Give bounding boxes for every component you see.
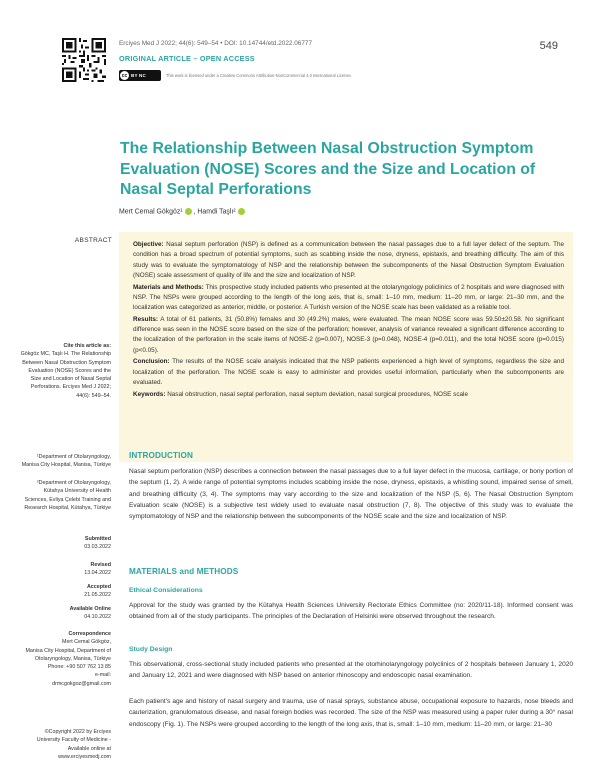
affiliation-1: ¹Department of Otolaryngology, Manisa City Hospital, Manisa, Türkiye [21,454,111,469]
methods-heading: MATERIALS and METHODS [129,567,239,576]
cite-label: Cite this article as: [63,343,111,349]
cc-badge-label: BY NC [131,73,146,78]
abstract-objective-label: Objective: [133,241,164,248]
correspondence-address: Manisa City Hospital, Department of Otolaryngology, Manisa, Türkiye [25,647,111,662]
author-list [119,208,247,215]
submitted-label: Submitted [84,536,111,542]
revised-label: Revised [90,562,111,568]
accepted-date: 21.05.2022 [84,592,111,599]
affiliation-2: ²Department of Otolaryngology, Kütahya University of Health Sciences, Evliya Çelebi Training and Research Hospital, Kütahya, Türkiye [24,480,111,511]
design-heading: Study Design [129,646,173,653]
author-name: Mert Cemal Gökgöz¹ [119,208,183,216]
page-number: 549 [539,40,558,52]
abstract-methods: Materials and Methods: This prospective study included patients who presented at the otolaryngology policlinics of 2 hospitals and were diagnosed with NSP. The NSPs were grouped according to the length of the long axis, that is, small: 1–10 mm, medium: 11–20 mm, or large: 21–30 mm, and the localization was categorized as anterior, middle, or posterior. A Turkish version of the NOSE scale has been validated as a reliable tool. [133,283,564,312]
copyright-block [20,728,111,761]
online-date: 04.10.2022 [84,614,111,621]
correspondence-label: Correspondence [68,631,111,637]
abstract-conclusion: Conclusion: The results of the NOSE scale analysis indicated that the NSP patients experienced a high level of symptoms, regardless the size and localization of the perforation. The NOSE scale is easy to administer and provides useful information, particularly when the subcomponents are evaluated. [133,358,564,387]
author-name: Hamdi Taşlı² [197,208,236,216]
accepted-label: Accepted [86,584,111,590]
online-label: Available Online [69,606,111,612]
article-title: The Relationship Between Nasal Obstruction Symptom Evaluation (NOSE) Scores and the Size and Location of Nasal Septal Perforations [120,140,536,198]
design-paragraph-1: This observational, cross-sectional study included patients who presented at the otorhinolaryngology polyclinics of 2 hospitals between January 1, 2020 and January 12, 2021 and were diagnosed with NSP based on anterior rhinoscopy and endoscopic nasal examination. [129,661,573,680]
online-block [20,605,111,622]
abstract-text [133,240,564,401]
abstract-label: ABSTRACT [74,237,112,244]
cite-block [20,342,111,400]
abstract-methods-label: Materials and Methods: [133,283,204,291]
accepted-block [20,583,111,600]
correspondence-email-label: e-mail: [94,672,111,679]
ethical-paragraph: Approval for the study was granted by the Kütahya Health Sciences University Rectorate Ethics Committee (no: 2020/11-18). Informed consent was obtained from all of the study participants. The principles of the Declaration of Helsinki were observed throughout the research. [129,602,573,621]
cc-icon: cc [121,72,128,79]
introduction-paragraph: Nasal septum perforation (NSP) describes a connection between the nasal passages due to a full layer defect in the mucosa, cartilage, or bony portion of the septum (1, 2). A wide range of potential symptoms includes scabbing inside the nose, dryness, epistaxis, a whistling sound, impaired sense of smell, and breathing difficulty (3, 4). The symptoms may vary according to the size and localization of the NSP (5, 6). The Nasal Obstruction Symptom Evaluation scale (NOSE) is a subjective test widely used to evaluate nasal obstruction (7, 8). The objective of this study was to evaluate the symptomatology of NSP and the relationship between the subcomponents of the NOSE scale and the size and localization of NSP. [129,468,573,520]
orcid-icon[interactable] [185,208,192,215]
orcid-icon[interactable] [238,208,245,215]
abstract-keywords-label: Keywords: [133,390,166,398]
design-paragraph-2: Each patient's age and history of nasal surgery and trauma, use of nasal sprays, substance abuse, occupational exposure to hazards, nose bleeds and cauterization, granulomatous disease, and nasal foreign bodies was recorded. The size of the NSP was measured using a paper ruler during a 30° nasal endoscopy (Fig. 1). The NSPs were grouped according to the length of the long axis, that is, small: 1–10 mm, medium: 11–20 mm, or large: 21–30 [129,698,573,728]
introduction-heading: INTRODUCTION [129,451,193,460]
revised-block [20,561,111,578]
cc-license-badge[interactable] [119,70,161,81]
ethical-heading: Ethical Considerations [129,587,203,594]
correspondence-block [20,630,111,688]
article-type-label: ORIGINAL ARTICLE – OPEN ACCESS [119,54,255,63]
submitted-block [20,535,111,552]
cite-text: Gökgöz MC, Taşlı H. The Relationship Between Nasal Obstruction Symptom Evaluation (NOSE) Scores and the Size and Location of Nasal Septal Perforations. Erciyes Med J 2022; 44(6): 549–54. [20,351,111,399]
license-text: This work is licensed under a Creative Commons Attribution-NonCommercial 4.0 International License. [166,73,352,78]
abstract-results: Results: A total of 61 patients, 31 (50.8%) females and 30 (49.2%) males, were evaluated. The mean NOSE score was 59.50±20.58. No significant difference was seen in the NOSE score based on the size of the perforation; however, analysis of variance revealed a significant difference according to the localization of the perforation in the scale items of NOSE-2 (p=0.007), NOSE-3 (p=0.048), NOSE-4 (p=0.011), and the total NOSE score (p=0.015) (p<0.05). [133,315,564,354]
journal-citation-line: Erciyes Med J 2022; 44(6): 549–54 • DOI: 10.14744/etd.2022.06777 [119,40,313,47]
copyright-text: ©Copyright 2022 by Erciyes University Faculty of Medicine - Available online at [36,729,111,752]
qr-code [62,38,106,82]
website-link[interactable]: www.erciyesmedj.com [58,753,111,760]
correspondence-phone: Phone: +90 507 762 13 85 [47,664,111,671]
abstract-conclusion-label: Conclusion: [133,358,170,366]
correspondence-name: Mert Cemal Gökgöz, [62,639,111,646]
abstract-results-label: Results: [133,315,159,323]
revised-date: 13.04.2022 [84,570,111,577]
correspondence-email[interactable]: drmcgokgoz@gmail.com [52,680,111,687]
submitted-date: 03.03.2022 [84,544,111,551]
abstract-objective: Objective: Nasal septum perforation (NSP) is defined as a communication between the nasal passages due to a full layer defect of the septum. The condition has a broad spectrum of potential symptoms, such as scabbing inside the nose, dryness, epistaxis, and breathing difficulty. The aim of this study was to evaluate the symptomatology of NSP and the relationship between the subcomponents of the Nasal Obstruction Symptom Evaluation (NOSE) scale assessment of quality of life and the size and localization of NSP. [133,241,564,279]
author-separator: , [193,208,198,216]
abstract-keywords: Keywords: Nasal obstruction, nasal septal perforation, nasal septum deviation, nasal surgical procedures, NOSE scale [133,390,468,398]
